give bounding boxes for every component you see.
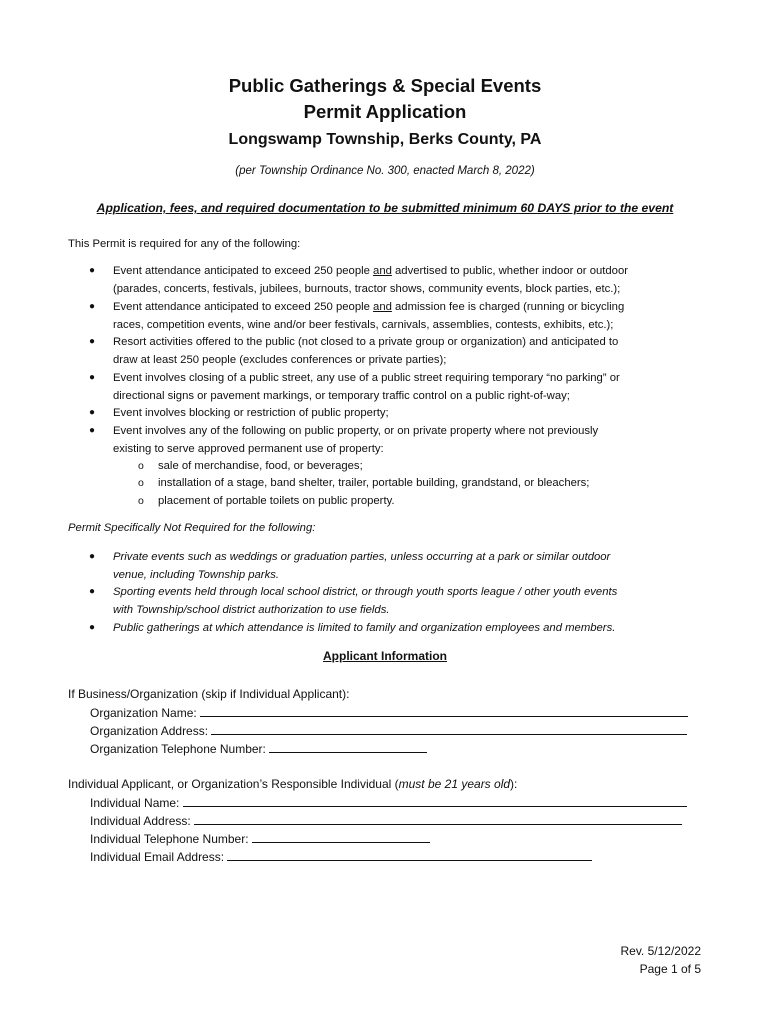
circle-bullet-icon: o: [138, 477, 144, 489]
label: Individual Telephone Number:: [90, 832, 249, 846]
text: Resort activities offered to the public (not closed to a private group or organization) and anticipated to: [113, 336, 619, 348]
text: Public gatherings at which attendance is limited to family and organization employees and members.: [113, 622, 616, 634]
age-requirement: must be 21 years old: [398, 777, 511, 791]
bullet-icon: ●: [89, 622, 96, 633]
bullet-icon: ●: [89, 425, 96, 436]
underlined-and: and: [373, 301, 392, 313]
required-item-2: [113, 299, 624, 334]
bullet-icon: ●: [89, 551, 96, 562]
text: Event involves blocking or restriction of public property;: [113, 407, 389, 419]
text: ):: [510, 777, 518, 791]
title-line-2: Permit Application: [303, 101, 467, 122]
organization-phone-field[interactable]: [90, 739, 427, 758]
individual-address-field[interactable]: [90, 811, 682, 830]
text: Event involves closing of a public street, any use of a public street requiring temporary “no parking” or: [113, 372, 620, 384]
individual-name-input[interactable]: [183, 793, 687, 807]
not-required-item-2: [113, 584, 617, 619]
organization-phone-input[interactable]: [269, 739, 427, 753]
text: Private events such as weddings or graduation parties, unless occurring at a park or similar outdoor: [113, 551, 611, 563]
bullet-icon: ●: [89, 372, 96, 383]
page-number: Page 1 of 5: [639, 962, 701, 976]
township-subtitle: Longswamp Township, Berks County, PA: [228, 131, 542, 148]
organization-address-field[interactable]: [90, 721, 687, 740]
text: Event involves any of the following on public property, or on private property where not previously: [113, 425, 599, 437]
revision-date: Rev. 5/12/2022: [620, 944, 701, 958]
sub-item-3: placement of portable toilets on public property.: [158, 495, 395, 507]
text: existing to serve approved permanent use of property:: [113, 442, 384, 455]
text: Event attendance anticipated to exceed 250 people: [113, 301, 374, 313]
text: draw at least 250 people (excludes conferences or private parties);: [113, 353, 447, 366]
required-item-4: [113, 370, 620, 405]
sub-item-1: sale of merchandise, food, or beverages;: [158, 460, 363, 472]
organization-name-input[interactable]: [200, 703, 688, 717]
bullet-icon: ●: [89, 301, 96, 312]
org-intro: If Business/Organization (skip if Individual Applicant):: [68, 687, 350, 701]
not-required-item-3: [113, 620, 615, 638]
deadline-notice: Application, fees, and required documentation to be submitted minimum 60 DAYS prior to the event: [96, 201, 674, 215]
label: Organization Telephone Number:: [90, 742, 266, 756]
text: races, competition events, wine and/or beer festivals, carnivals, assemblies, contests, exhibits, etc.);: [113, 318, 614, 331]
label: Individual Email Address:: [90, 850, 225, 864]
sub-item-2: installation of a stage, band shelter, trailer, portable building, grandstand, or bleachers;: [158, 477, 590, 489]
applicant-information-header: Applicant Information: [323, 649, 447, 663]
circle-bullet-icon: o: [138, 460, 144, 472]
title-line-1: Public Gatherings & Special Events: [228, 75, 542, 96]
text: Sporting events held through local school district, or through youth sports league / other youth events: [113, 586, 618, 598]
label: Individual Name:: [90, 796, 180, 810]
organization-name-field[interactable]: [90, 703, 688, 722]
text: venue, including Township parks.: [113, 568, 279, 581]
organization-address-input[interactable]: [211, 721, 687, 735]
circle-bullet-icon: o: [138, 495, 144, 507]
individual-name-field[interactable]: [90, 793, 687, 812]
underlined-and: and: [373, 265, 392, 277]
bullet-icon: ●: [89, 336, 96, 347]
text: with Township/school district authorization to use fields.: [113, 603, 390, 616]
required-intro: This Permit is required for any of the following:: [68, 238, 301, 250]
individual-intro: [68, 775, 517, 793]
not-required-item-1: [113, 549, 610, 584]
required-item-5: [113, 405, 389, 423]
bullet-icon: ●: [89, 586, 96, 597]
not-required-intro: Permit Specifically Not Required for the following:: [68, 522, 316, 534]
label: Individual Address:: [90, 814, 191, 828]
individual-email-input[interactable]: [227, 847, 592, 861]
individual-address-input[interactable]: [194, 811, 682, 825]
individual-email-field[interactable]: [90, 847, 592, 866]
ordinance-note: (per Township Ordinance No. 300, enacted March 8, 2022): [235, 165, 535, 177]
required-item-3: [113, 334, 618, 369]
text: admission fee is charged (running or bicycling: [391, 301, 625, 313]
text: (parades, concerts, festivals, jubilees, burnouts, tractor shows, community events, block parties, etc.);: [113, 282, 621, 295]
bullet-icon: ●: [89, 265, 96, 276]
label: Organization Name:: [90, 706, 197, 720]
required-item-1: [113, 263, 628, 298]
text: advertised to public, whether indoor or outdoor: [391, 265, 629, 277]
individual-phone-input[interactable]: [252, 829, 430, 843]
required-item-6: [113, 423, 598, 458]
individual-phone-field[interactable]: [90, 829, 430, 848]
text: Event attendance anticipated to exceed 250 people: [113, 265, 374, 277]
text: Individual Applicant, or Organization’s Responsible Individual (: [68, 777, 399, 791]
label: Organization Address:: [90, 724, 209, 738]
bullet-icon: ●: [89, 407, 96, 418]
text: directional signs or pavement markings, or temporary traffic control on a public right-of-way;: [113, 389, 570, 402]
